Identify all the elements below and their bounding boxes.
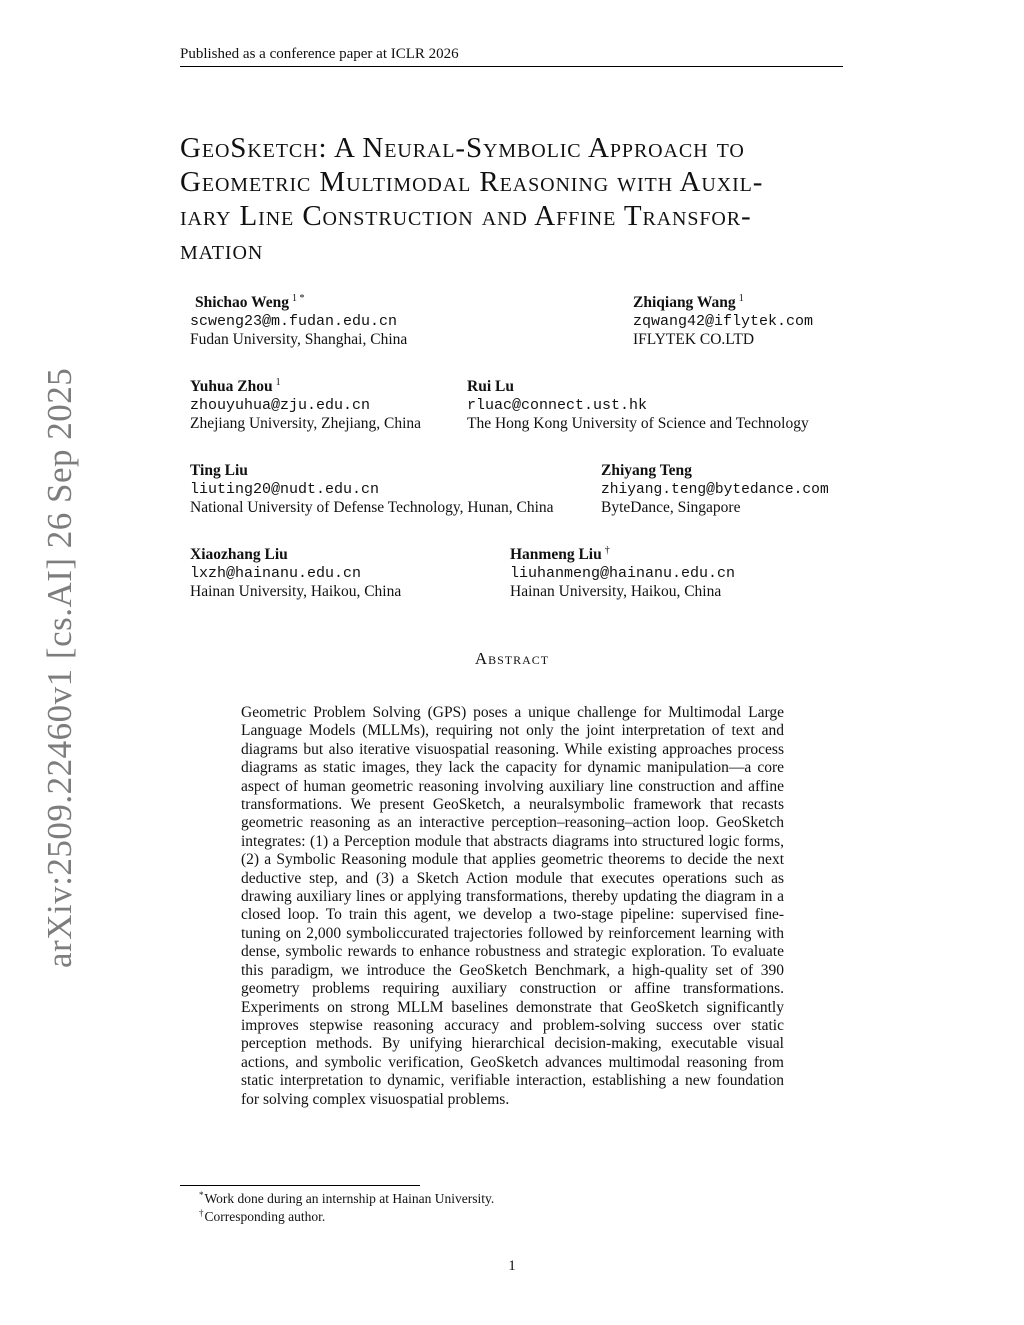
author-affiliation: IFLYTEK CO.LTD bbox=[633, 331, 755, 348]
footnote-corresponding-author bbox=[199, 1208, 325, 1225]
author-block-zhiqiang-wang bbox=[633, 294, 813, 350]
author-block-hanmeng-liu bbox=[510, 546, 735, 602]
author-marks: 1 bbox=[738, 293, 744, 304]
author-name: Zhiyang Teng bbox=[601, 462, 692, 479]
page-number: 1 bbox=[508, 1258, 516, 1274]
author-email[interactable]: zhouyuhua@zju.edu.cn bbox=[190, 396, 371, 414]
author-block-xiaozhang-liu bbox=[190, 546, 401, 602]
paper-title bbox=[180, 131, 850, 267]
footnote-text: Corresponding author. bbox=[204, 1209, 326, 1224]
author-marks: 1 bbox=[275, 377, 281, 388]
arxiv-identifier-text[interactable]: arXiv:2509.22460v1 [cs.AI] 26 Sep 2025 bbox=[40, 367, 79, 968]
author-affiliation: Fudan University, Shanghai, China bbox=[190, 331, 408, 348]
author-block-rui-lu bbox=[467, 378, 809, 434]
author-affiliation: Zhejiang University, Zhejiang, China bbox=[190, 415, 422, 432]
author-email[interactable]: liuting20@nudt.edu.cn bbox=[190, 480, 380, 498]
author-email[interactable]: rluac@connect.ust.hk bbox=[467, 396, 648, 414]
author-marks: 1 * bbox=[292, 293, 305, 304]
author-name: Rui Lu bbox=[467, 378, 514, 395]
author-affiliation: The Hong Kong University of Science and Technology bbox=[467, 415, 809, 432]
arxiv-identifier-stamp bbox=[38, 367, 82, 968]
author-name: Zhiqiang Wang bbox=[633, 294, 736, 311]
author-email[interactable]: liuhanmeng@hainanu.edu.cn bbox=[510, 564, 736, 582]
running-header: Published as a conference paper at ICLR 2026 bbox=[180, 45, 843, 67]
footnote-internship bbox=[199, 1190, 494, 1207]
footnote-mark: † bbox=[199, 1208, 204, 1218]
author-affiliation: National University of Defense Technology, Hunan, China bbox=[190, 499, 554, 516]
author-name: Hanmeng Liu bbox=[510, 546, 602, 563]
title-line: Geometric Multimodal Reasoning with Auxil- bbox=[180, 166, 764, 198]
author-affiliation: ByteDance, Singapore bbox=[601, 499, 741, 516]
author-marks: † bbox=[604, 545, 610, 556]
author-block-shichao-weng bbox=[190, 294, 407, 350]
footnote-text: Work done during an internship at Hainan University. bbox=[204, 1191, 495, 1206]
abstract-body: Geometric Problem Solving (GPS) poses a unique challenge for Multimodal Large Language Models (MLLMs), requiring not only the joint interpretation of text and diagrams but also iterative visuospatial reasoning. While existing approaches process diagrams as static images, they lack the capacity for dynamic manipulation—a core aspect of human geometric reasoning involving auxiliary line construction and affine transformations. We present GeoSketch, a neuralsymbolic framework that recasts geometric reasoning as an interactive perception–reasoning–action loop. GeoSketch integrates: (1) a Perception module that abstracts diagrams into structured logic forms, (2) a Symbolic Reasoning module that applies geometric theorems to decide the next deductive step, and (3) a Sketch Action module that executes operations such as drawing auxiliary lines or applying transformations, thereby updating the diagram in a closed loop. To train this agent, we develop a two-stage pipeline: supervised fine-tuning on 2,000 symboliccurated trajectories followed by reinforcement learning with dense, symbolic rewards to enhance robustness and strategic exploration. To evaluate this paradigm, we introduce the GeoSketch Benchmark, a high-quality set of 390 geometry problems requiring auxiliary construction or affine transformations. Experiments on strong MLLM baselines demonstrate that GeoSketch significantly improves stepwise reasoning accuracy and problem-solving success over static perception methods. By unifying hierarchical decision-making, executable visual actions, and symbolic verification, GeoSketch advances multimodal reasoning from static interpretation to dynamic, verifiable interaction, establishing a new foundation for solving complex visuospatial problems. bbox=[241, 704, 784, 1108]
author-block-yuhua-zhou bbox=[190, 378, 421, 434]
author-email[interactable]: zqwang42@iflytek.com bbox=[633, 312, 814, 330]
author-name: Ting Liu bbox=[190, 462, 248, 479]
author-email[interactable]: lxzh@hainanu.edu.cn bbox=[190, 564, 362, 582]
author-block-ting-liu bbox=[190, 462, 554, 518]
author-affiliation: Hainan University, Haikou, China bbox=[510, 583, 722, 600]
title-line: iary Line Construction and Affine Transfor- bbox=[180, 200, 752, 232]
footnote-mark: * bbox=[199, 1190, 204, 1200]
author-name: Yuhua Zhou bbox=[190, 378, 273, 395]
author-name: Xiaozhang Liu bbox=[190, 546, 288, 563]
author-email[interactable]: scweng23@m.fudan.edu.cn bbox=[190, 312, 398, 330]
author-name: Shichao Weng bbox=[195, 294, 290, 311]
title-line: mation bbox=[180, 234, 264, 266]
author-affiliation: Hainan University, Haikou, China bbox=[190, 583, 402, 600]
abstract-heading: Abstract bbox=[474, 649, 550, 668]
footnote-divider bbox=[180, 1185, 420, 1186]
author-email[interactable]: zhiyang.teng@bytedance.com bbox=[601, 481, 829, 498]
title-line: GeoSketch: A Neural-Symbolic Approach to bbox=[180, 132, 745, 164]
author-block-zhiyang-teng bbox=[601, 462, 829, 518]
